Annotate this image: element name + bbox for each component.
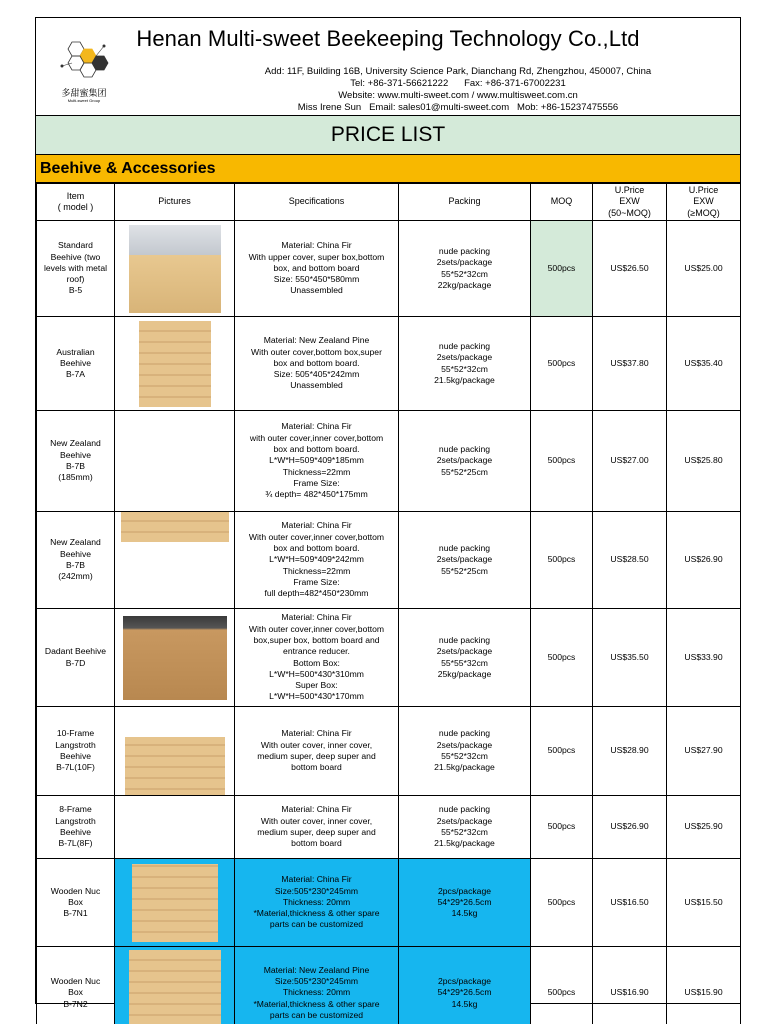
packing-cell: nude packing 2sets/package 55*52*32cm 21.5kg/package [399, 796, 531, 859]
packing-cell: nude packing 2sets/package 55*52*32cm 21.5kg/package [399, 707, 531, 796]
packing-cell: nude packing 2sets/package 55*52*25cm [399, 512, 531, 609]
table-header-row [37, 184, 741, 221]
price-small-order-cell: US$26.50 [593, 221, 667, 317]
price-moq-cell: US$27.90 [667, 707, 741, 796]
moq-cell: 500pcs [531, 859, 593, 947]
price-small-order-cell: US$28.50 [593, 512, 667, 609]
moq-cell: 500pcs [531, 947, 593, 1024]
website-line: Website: www.multi-sweet.com / www.multisweet.com.cn [338, 90, 578, 101]
picture-cell [115, 221, 235, 317]
picture-cell [115, 512, 235, 609]
item-model-cell: Standard Beehive (two levels with metal roof) B-5 [37, 221, 115, 317]
table-row [37, 947, 741, 1024]
picture-cell [115, 707, 235, 796]
column-header-price-moq: U.Price EXW (≥MOQ) [667, 184, 741, 221]
packing-cell: nude packing 2sets/package 55*52*32cm 22kg/package [399, 221, 531, 317]
table-row [37, 609, 741, 707]
table-row [37, 411, 741, 512]
moq-cell: 500pcs [531, 221, 593, 317]
moq-cell: 500pcs [531, 796, 593, 859]
moq-cell: 500pcs [531, 411, 593, 512]
picture-cell [115, 411, 235, 512]
address-line: Add: 11F, Building 16B, University Science Park, Dianchang Rd, Zhengzhou, 450007, China [264, 66, 652, 77]
packing-cell: 2pcs/package 54*29*26.5cm 14.5kg [399, 947, 531, 1024]
specifications-cell: Material: New Zealand Pine Size:505*230*245mm Thickness: 20mm *Material,thickness & other spare parts can be customized [235, 947, 399, 1024]
table-row [37, 221, 741, 317]
specifications-cell: Material: China Fir Size:505*230*245mm Thickness: 20mm *Material,thickness & other spare parts can be customized [235, 859, 399, 947]
picture-cell [115, 317, 235, 411]
picture-cell [115, 796, 235, 859]
beehive-photo [139, 321, 211, 407]
company-name: Henan Multi-sweet Beekeeping Technology Co.,Ltd [136, 26, 640, 51]
specifications-cell: Material: China Fir With upper cover, super box,bottom box, and bottom board Size: 550*450*580mm Unassembled [235, 221, 399, 317]
item-model-cell: Dadant Beehive B-7D [37, 609, 115, 707]
specifications-cell: Material: China Fir With outer cover, inner cover, medium super, deep super and bottom board [235, 796, 399, 859]
specifications-cell: Material: China Fir With outer cover,inner cover,bottom box,super box, bottom board and entrance reducer. Bottom Box: L*W*H=500*430*310mm Super Box: L*W*H=500*430*170mm [235, 609, 399, 707]
price-moq-cell: US$26.90 [667, 512, 741, 609]
price-small-order-cell: US$27.00 [593, 411, 667, 512]
item-model-cell: Australian Beehive B-7A [37, 317, 115, 411]
packing-cell: nude packing 2sets/package 55*52*32cm 21.5kg/package [399, 317, 531, 411]
specifications-cell: Material: China Fir With outer cover, inner cover, medium super, deep super and bottom board [235, 707, 399, 796]
page-title: PRICE LIST [36, 115, 740, 155]
price-table [36, 183, 741, 1024]
beehive-photo [129, 950, 221, 1024]
price-moq-cell: US$33.90 [667, 609, 741, 707]
logo-chinese-text: 多甜蜜集团 [61, 89, 107, 99]
specifications-cell: Material: New Zealand Pine With outer cover,bottom box,super box and bottom board. Size: 505*405*242mm Unassembled [235, 317, 399, 411]
picture-cell [115, 859, 235, 947]
table-row [37, 317, 741, 411]
picture-cell [115, 947, 235, 1024]
price-list-sheet [35, 17, 741, 1020]
price-moq-cell: US$35.40 [667, 317, 741, 411]
logo-english-text: Multi-sweet Group [67, 98, 101, 103]
price-moq-cell: US$25.00 [667, 221, 741, 317]
moq-cell: 500pcs [531, 707, 593, 796]
beehive-photo [129, 225, 221, 313]
beehive-photo [125, 737, 225, 796]
item-model-cell: New Zealand Beehive B-7B (185mm) [37, 411, 115, 512]
price-moq-cell: US$15.50 [667, 859, 741, 947]
packing-cell: 2pcs/package 54*29*26.5cm 14.5kg [399, 859, 531, 947]
beehive-photo [132, 864, 218, 942]
price-moq-cell: US$15.90 [667, 947, 741, 1024]
price-small-order-cell: US$35.50 [593, 609, 667, 707]
price-small-order-cell: US$26.90 [593, 796, 667, 859]
table-row [37, 859, 741, 947]
packing-cell: nude packing 2sets/package 55*52*25cm [399, 411, 531, 512]
specifications-cell: Material: China Fir with outer cover,inner cover,bottom box and bottom board. L*W*H=509*409*185mm Thickness=22mm Frame Size: ¾ depth= 482*450*175mm [235, 411, 399, 512]
price-moq-cell: US$25.80 [667, 411, 741, 512]
table-row [37, 512, 741, 609]
beehive-photo [123, 616, 227, 700]
section-title: Beehive & Accessories [36, 155, 740, 183]
specifications-cell: Material: China Fir With outer cover,inner cover,bottom box and bottom board. L*W*H=509*409*242mm Thickness=22mm Frame Size: full depth=482*450*230mm [235, 512, 399, 609]
contact-line: Miss Irene Sun Email: sales01@multi-sweet.com Mob: +86-15237475556 [297, 102, 619, 113]
item-model-cell: 8-Frame Langstroth Beehive B-7L(8F) [37, 796, 115, 859]
table-row [37, 796, 741, 859]
column-header-packing: Packing [399, 184, 531, 221]
item-model-cell: New Zealand Beehive B-7B (242mm) [37, 512, 115, 609]
beehive-photo [121, 512, 229, 543]
column-header-item: Item ( model ) [37, 184, 115, 221]
table-row [37, 707, 741, 796]
picture-cell [115, 609, 235, 707]
packing-cell: nude packing 2sets/package 55*55*32cm 25kg/package [399, 609, 531, 707]
price-small-order-cell: US$28.90 [593, 707, 667, 796]
tel-fax-line: Tel: +86-371-56621222 Fax: +86-371-67002231 [350, 78, 566, 89]
item-model-cell: Wooden Nuc Box B-7N2 [37, 947, 115, 1024]
price-small-order-cell: US$37.80 [593, 317, 667, 411]
item-model-cell: 10-Frame Langstroth Beehive B-7L(10F) [37, 707, 115, 796]
price-small-order-cell: US$16.50 [593, 859, 667, 947]
column-header-pictures: Pictures [115, 184, 235, 221]
column-header-specifications: Specifications [235, 184, 399, 221]
item-model-cell: Wooden Nuc Box B-7N1 [37, 859, 115, 947]
column-header-moq: MOQ [531, 184, 593, 221]
price-small-order-cell: US$16.90 [593, 947, 667, 1024]
letterhead [36, 18, 740, 115]
column-header-price-small-order: U.Price EXW (50~MOQ) [593, 184, 667, 221]
price-moq-cell: US$25.90 [667, 796, 741, 859]
moq-cell: 500pcs [531, 317, 593, 411]
moq-cell: 500pcs [531, 609, 593, 707]
moq-cell: 500pcs [531, 512, 593, 609]
